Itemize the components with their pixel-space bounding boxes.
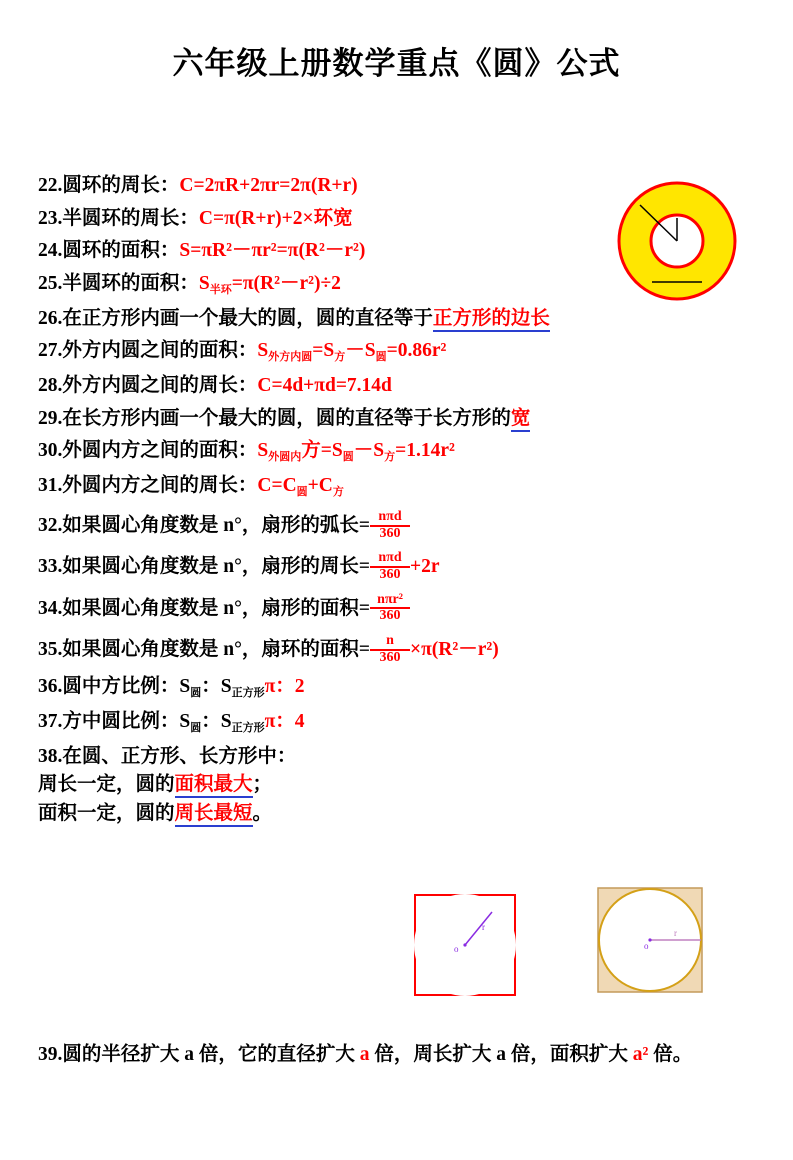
item-22-label: 22.圆环的周长： (38, 175, 180, 196)
item-30-label: 30.外圆内方之间的面积： (38, 440, 258, 461)
item-39-part-3: 倍，周长扩大 a 倍，面积扩大 (369, 1044, 633, 1065)
item-30-rest: =1.14r² (395, 440, 455, 461)
formula-item-34 (38, 591, 758, 625)
item-32-label: 32.如果圆心角度数是 n°，扇形的弧长= (38, 515, 371, 537)
item-30-s1: S (257, 440, 269, 461)
item-27-rest: =0.86r² (386, 340, 447, 361)
item-37-sub1: 圆 (190, 721, 202, 734)
item-22-formula: C=2πR+2πr=2π(R+r) (179, 175, 358, 196)
item-35-denominator: 360 (379, 649, 401, 665)
item-27-mid1: =S (312, 340, 335, 361)
item-37-sub2: 正方形 (231, 721, 265, 734)
item-33-fraction (370, 551, 410, 582)
item-37-rest: π：4 (264, 710, 305, 732)
svg-text:o: o (644, 941, 649, 951)
item-27-label: 27.外方内圆之间的面积： (38, 340, 258, 361)
item-33-numerator: nπd (370, 551, 410, 568)
item-30-sub3: 方 (384, 451, 396, 463)
item-23-label: 23.半圆环的周长： (38, 207, 199, 229)
item-27-s1: S (257, 340, 269, 361)
item-31-sub2: 方 (332, 486, 344, 498)
formula-item-23 (38, 209, 758, 229)
formula-item-25 (38, 274, 758, 296)
item-36-label: 36.圆中方比例： (38, 675, 180, 697)
circle-outer-square-svg (590, 883, 710, 1003)
item-38-sub2-pre: 面积一定，圆的 (38, 802, 175, 824)
formula-item-24 (38, 241, 758, 261)
item-26-label: 26.在正方形内画一个最大的圆，圆的直径等于 (38, 307, 433, 329)
item-31-mid1: +C (307, 475, 333, 496)
item-39-part-2: a (359, 1044, 370, 1065)
formula-item-22 (38, 176, 758, 196)
item-30-mid2: －S (353, 440, 385, 461)
item-31-label: 31.外圆内方之间的周长： (38, 475, 258, 496)
item-33-label: 33.如果圆心角度数是 n°，扇形的周长= (38, 556, 371, 578)
item-38-sub2-post: 。 (252, 802, 273, 824)
item-25-sub: 半环 (209, 283, 232, 296)
formula-item-29 (38, 409, 758, 429)
circle-with-outer-square-figure (590, 883, 710, 1003)
item-36-mid1: ：S (201, 675, 232, 697)
item-39-part-5: 倍。 (648, 1044, 693, 1065)
item-32-denominator: 360 (379, 525, 401, 541)
item-30-sub1: 外圆内 (268, 451, 302, 463)
item-33-denominator: 360 (379, 567, 401, 583)
item-35-label: 35.如果圆心角度数是 n°，扇环的面积= (38, 639, 371, 661)
item-23-formula: C=π(R+r)+2×环宽 (198, 207, 353, 229)
item-25-s: S (198, 272, 210, 294)
square-inner-circle-svg (410, 890, 520, 1000)
item-34-denominator: 360 (379, 608, 401, 624)
item-31-c1: C=C (257, 475, 297, 496)
formula-item-32 (38, 511, 758, 542)
item-29-label: 29.在长方形内画一个最大的圆，圆的直径等于长方形的 (38, 407, 511, 429)
formula-item-33 (38, 552, 758, 583)
svg-text:r: r (674, 928, 677, 938)
item-33-suffix: +2r (410, 556, 440, 578)
formula-item-35 (38, 635, 758, 666)
item-38-subline-2 (38, 804, 758, 824)
item-38-sub1-post: ； (252, 774, 273, 795)
formula-item-38 (38, 747, 758, 767)
item-30-mid1: 方=S (301, 440, 343, 461)
formula-item-26 (38, 309, 758, 329)
item-36-sub1: 圆 (190, 686, 202, 699)
item-37-s1: S (179, 710, 191, 732)
item-28-label: 28.外方内圆之间的周长： (38, 375, 258, 396)
formula-item-36 (38, 677, 758, 699)
formula-item-30 (38, 441, 758, 463)
item-36-sub2: 正方形 (231, 686, 265, 699)
item-29-highlight: 宽 (511, 408, 531, 432)
item-32-fraction (370, 510, 410, 541)
item-30-sub2: 圆 (342, 451, 354, 463)
item-31-sub1: 圆 (296, 486, 308, 498)
formula-item-27 (38, 341, 758, 363)
item-34-numerator: nπr² (370, 593, 410, 610)
item-39-part-4: a² (632, 1044, 649, 1065)
item-27-mid2: －S (345, 340, 376, 361)
document-page (0, 38, 793, 1160)
item-37-label: 37.方中圆比例： (38, 710, 180, 732)
item-39-part-1: 39.圆的半径扩大 a 倍，它的直径扩大 (38, 1044, 360, 1065)
square-with-inner-circle-figure (410, 890, 520, 1000)
item-25-label: 25.半圆环的面积： (38, 272, 199, 294)
formula-item-31 (38, 476, 758, 498)
item-25-rest: =π(R²－r²)÷2 (231, 272, 341, 294)
page-title: 六年级上册数学重点《圆》公式 (172, 46, 621, 81)
svg-text:r: r (482, 922, 485, 932)
formula-item-39 (38, 1038, 692, 1066)
item-38-label: 38.在圆、正方形、长方形中： (38, 745, 297, 767)
formula-item-37 (38, 712, 758, 734)
item-38-subline-1 (38, 775, 758, 795)
item-36-s1: S (179, 675, 191, 697)
item-34-fraction (370, 593, 410, 624)
item-34-label: 34.如果圆心角度数是 n°，扇形的面积= (38, 597, 371, 619)
item-27-sub1: 外方内圆 (268, 351, 313, 363)
item-27-sub3: 圆 (375, 351, 387, 363)
item-36-rest: π：2 (264, 675, 305, 697)
item-38-sub1-highlight: 面积最大 (175, 774, 253, 798)
formula-item-28 (38, 376, 758, 396)
item-38-sub1-pre: 周长一定，圆的 (38, 774, 175, 795)
item-32-numerator: nπd (370, 510, 410, 527)
item-24-formula: S=πR²－πr²=π(R²－r²) (179, 240, 366, 261)
item-28-formula: C=4d+πd=7.14d (257, 375, 392, 396)
item-27-sub2: 方 (334, 351, 346, 363)
item-38-sub2-highlight: 周长最短 (175, 803, 253, 827)
svg-text:o: o (454, 944, 459, 954)
item-26-highlight: 正方形的边长 (433, 308, 550, 332)
item-35-suffix: ×π(R²－r²) (410, 639, 499, 661)
item-35-fraction (370, 634, 410, 665)
item-37-mid1: ：S (201, 710, 232, 732)
item-35-numerator: n (370, 634, 410, 651)
item-24-label: 24.圆环的面积： (38, 240, 180, 261)
formula-list (38, 176, 758, 836)
